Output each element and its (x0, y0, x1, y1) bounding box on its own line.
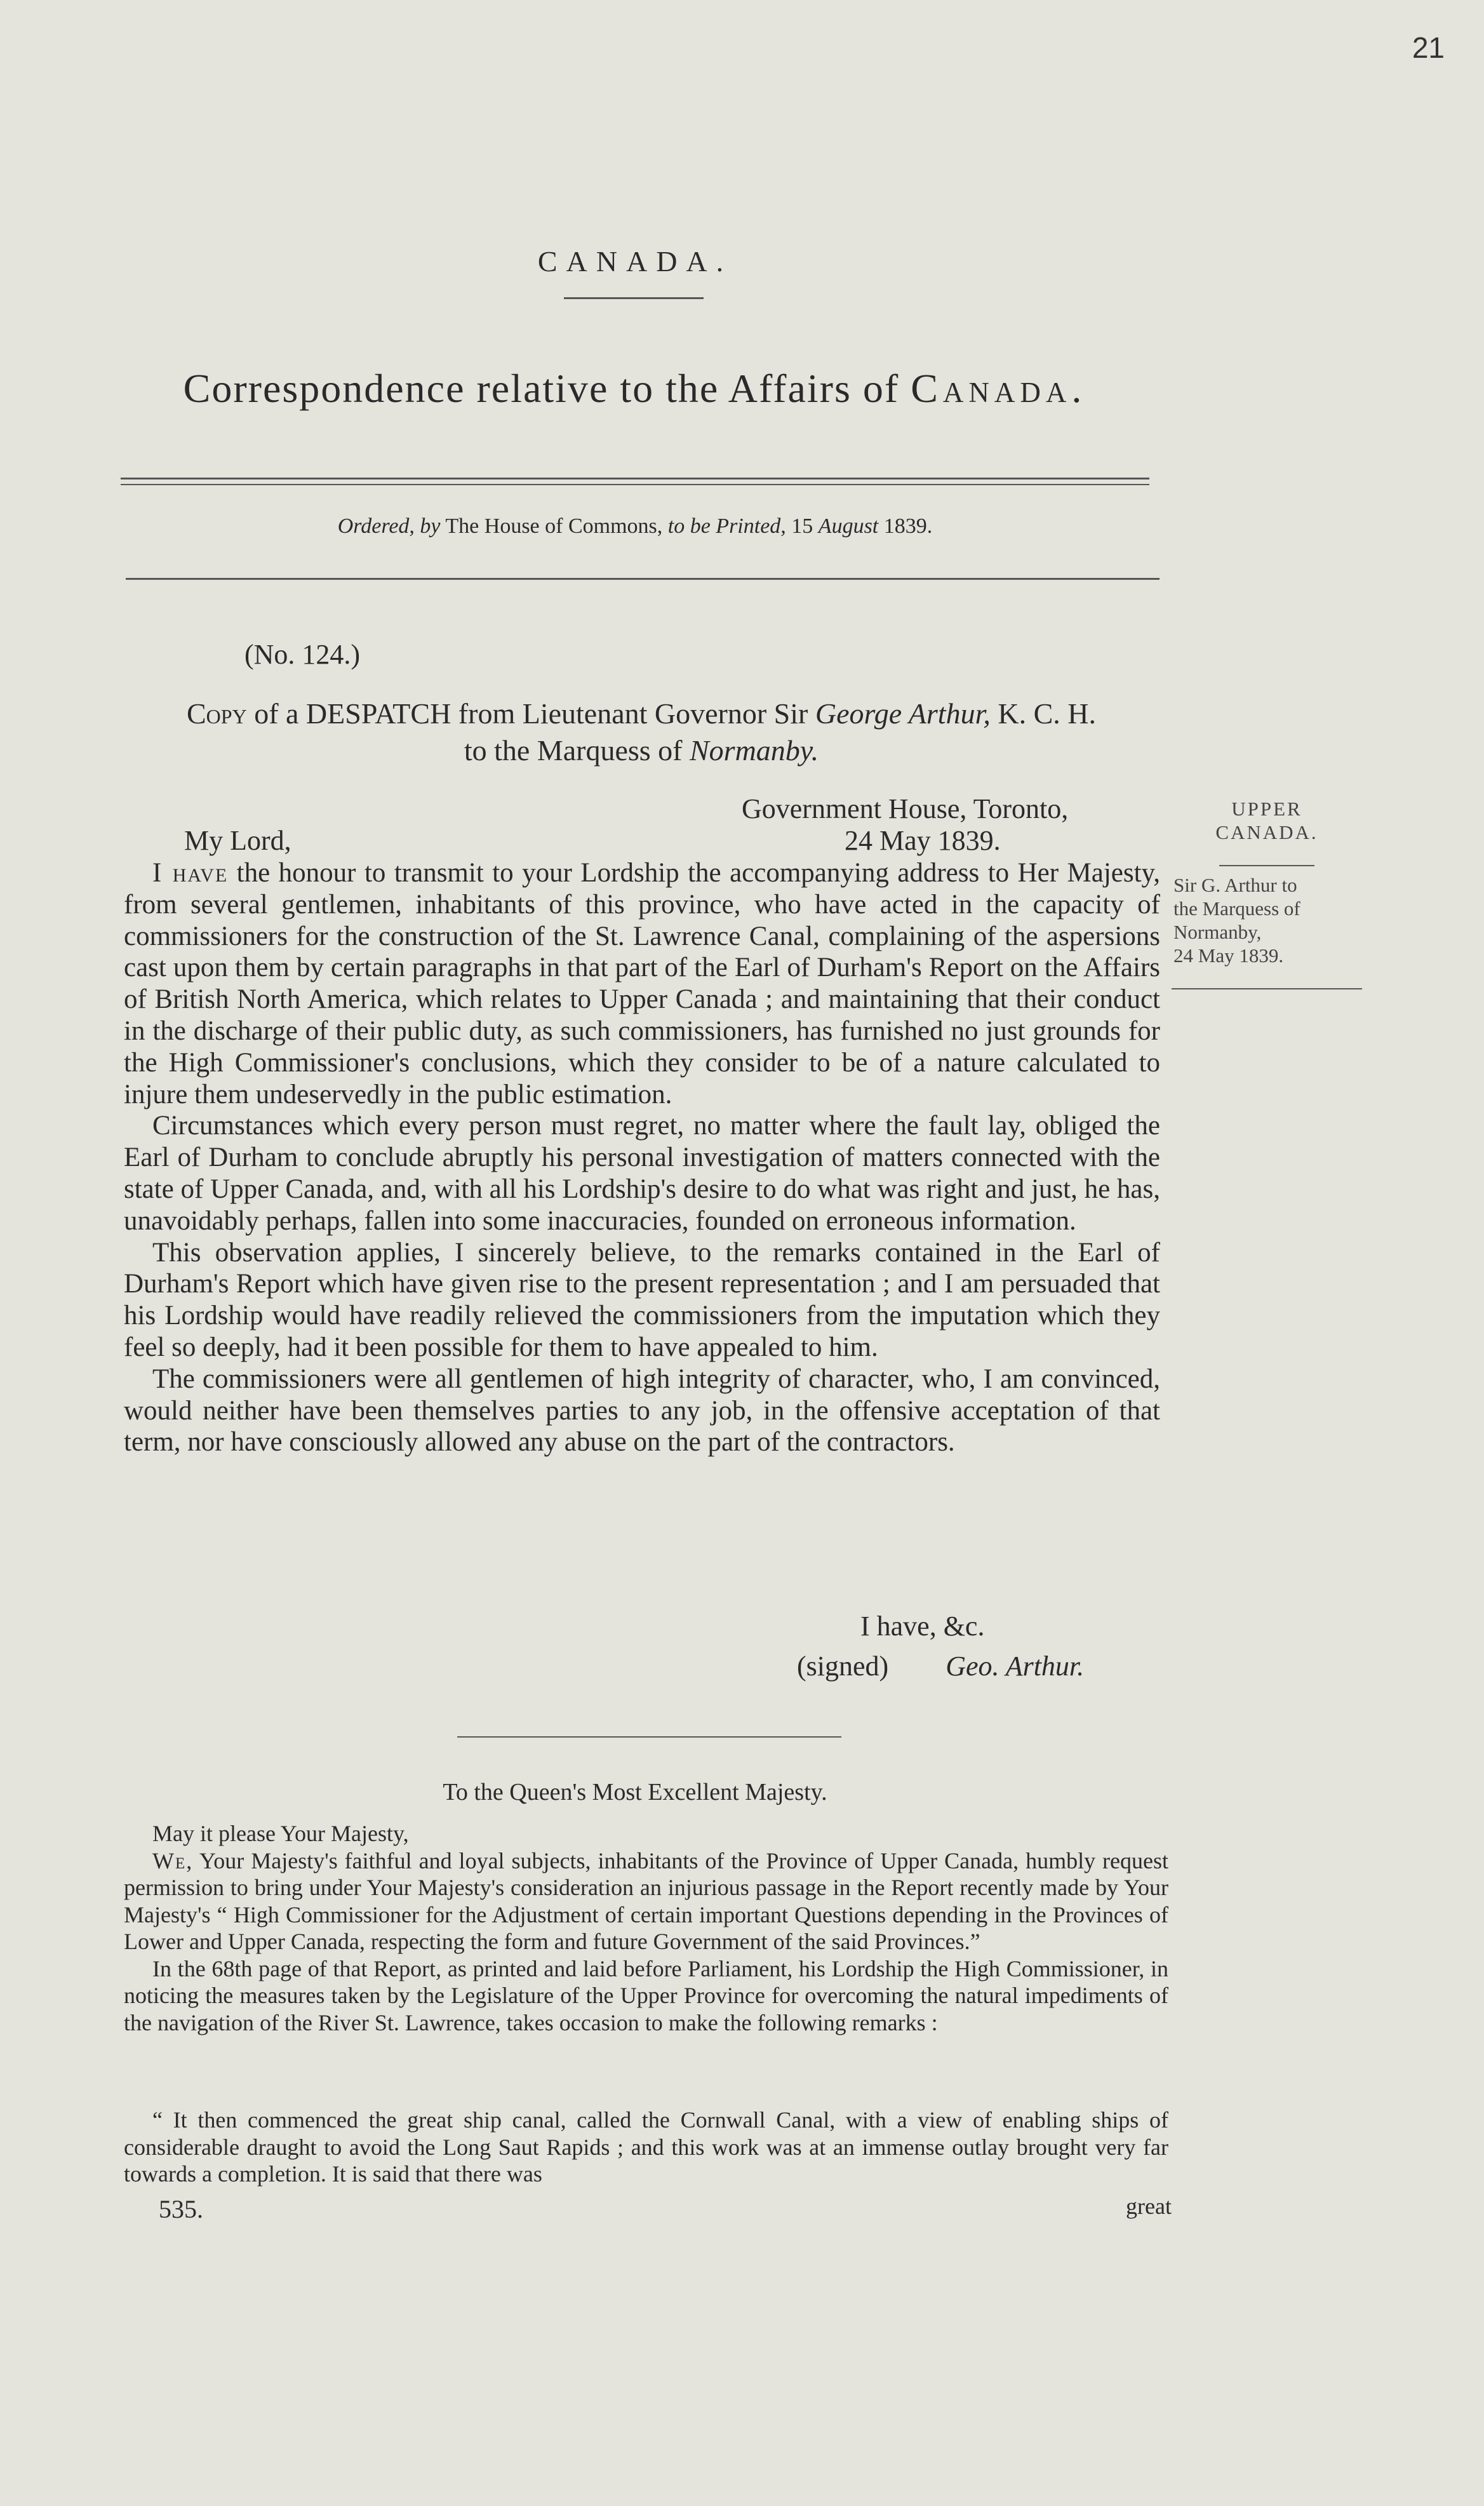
ordered-part5: August (818, 514, 879, 538)
title-prefix: Correspondence relative to the Affairs of (183, 366, 911, 411)
address-paragraph-1 (124, 1847, 1168, 1955)
margin-rule-top (1219, 865, 1314, 866)
letter-paragraph-4: The commissioners were all gentlemen of high integrity of character, who, I am convinced, would neither have been themselves parties to any job, in the offensive acceptation of that term, nor have consciously allowed any abuse on the part of the contractors. (124, 1364, 1160, 1457)
ordered-rule (126, 578, 1160, 580)
letter-lead-words: I have (152, 858, 229, 888)
sender-name: George Arthur, (815, 697, 991, 730)
margin-region-line-2: CANADA. (1215, 821, 1318, 843)
letter-salutation: My Lord, (184, 825, 291, 856)
signature: Geo. Arthur. (946, 1651, 1085, 1682)
margin-rule-bottom (1172, 988, 1362, 989)
margin-ref-line-2: the Marquess of (1173, 897, 1300, 920)
footer-catchword: great (1126, 2194, 1172, 2219)
ordered-part6: 1839. (883, 514, 933, 538)
ordered-part4: 15 (791, 514, 813, 538)
title-rule-top (121, 478, 1149, 479)
address-lead-word: We, (152, 1847, 194, 1873)
margin-ref-line-3: Normanby, (1173, 921, 1262, 943)
ordered-line (0, 514, 1270, 539)
letter-date: 24 May 1839. (845, 825, 1001, 856)
margin-region-line-1: UPPER (1231, 798, 1302, 820)
title-country: Canada. (911, 366, 1087, 411)
letter-location: Government House, Toronto, (742, 793, 1069, 824)
address-body (124, 1820, 1168, 2036)
section-heading: CANADA. (537, 245, 733, 278)
ordered-part3: to be Printed, (667, 514, 786, 538)
despatch-title-text-1: of a DESPATCH from Lieutenant Governor Sir (246, 697, 815, 730)
despatch-title-text-2: to the Marquess of (464, 734, 690, 767)
despatch-title-line-1 (95, 695, 1187, 732)
signed-label: (signed) (797, 1651, 889, 1682)
page-title (0, 365, 1270, 412)
address-title: To the Queen's Most Excellent Majesty. (443, 1779, 827, 1806)
despatch-title-line-2 (95, 732, 1187, 769)
copy-word: Copy (186, 697, 247, 730)
title-rule-bottom (121, 484, 1149, 485)
heading-underline (564, 297, 704, 299)
letter-paragraph-3: This observation applies, I sincerely believe, to the remarks contained in the Earl of Durham's Report which have given rise to the present representation ; and I am persuaded that his Lordship would have readily relieved the commissioners from the imputation which they feel so deeply, had it been possible for them to have appealed to him. (124, 1237, 1160, 1362)
letter-paragraph-2: Circumstances which every person must regret, no matter where the fault lay, obliged the Earl of Durham to conclude abruptly his personal investigation of matters connected with the state of Upper Canada, and, with all his Lordship's desire to do what was right and just, he has, unavoidably perhaps, fallen into some inaccuracies, founded on erroneous information. (124, 1111, 1160, 1236)
letter-body (124, 857, 1160, 1458)
ordered-part2: The House of Commons, (445, 514, 663, 538)
quoted-passage (124, 2107, 1168, 2188)
quoted-passage-text: “ It then commenced the great ship canal, called the Cornwall Canal, with a view of enabling ships of considerable draught to avoid the Long Saut Rapids ; and this work was at an immense outlay brought very far towards a completion. It is said that there was (124, 2107, 1168, 2187)
margin-reference (1173, 873, 1364, 967)
address-paragraph-2: In the 68th page of that Report, as printed and laid before Parliament, his Lordship the High Commissioner, in noticing the measures taken by the Legislature of the Upper Province for overcoming the natural impediments of the navigation of the River St. Lawrence, takes occasion to make the following remarks : (124, 1955, 1168, 2035)
letter-paragraph-1 (124, 857, 1160, 1110)
page-number: 21 (1412, 31, 1445, 64)
margin-ref-line-4: 24 May 1839. (1173, 944, 1284, 967)
footer-signature-mark: 535. (159, 2195, 203, 2223)
despatch-title (95, 695, 1187, 769)
sender-honours: K. C. H. (990, 697, 1096, 730)
margin-region-label (1172, 797, 1362, 844)
letter-paragraph-1-text: the honour to transmit to your Lordship the accompanying address to Her Majesty, from several gentlemen, inhabitants of this province, who have acted in the capacity of commissioners for the construction of the St. Lawrence Canal, complaining of the aspersions cast upon them by certain paragraphs in that part of the Earl of Durham's Report on the Affairs of British North America, which relates to Upper Canada ; and maintaining that their conduct in the discharge of their public duty, as such commissioners, has furnished no just grounds for the High Commissioner's conclusions, which they consider to be of a nature calculated to injure them undeservedly in the public estimation. (124, 858, 1160, 1109)
ordered-part1: Ordered, by (337, 514, 441, 538)
margin-ref-line-1: Sir G. Arthur to (1173, 874, 1297, 896)
address-paragraph-1-text: Your Majesty's faithful and loyal subjects, inhabitants of the Province of Upper Canada, humbly request permission to bring under Your Majesty's consideration an injurious passage in the Report recently made by Your Majesty's “ High Commissioner for the Adjustment of certain important Questions depending in the Provinces of Lower and Upper Canada, respecting the form and future Government of the said Provinces.” (124, 1847, 1168, 1954)
address-opening: May it please Your Majesty, (152, 1821, 409, 1846)
recipient-name: Normanby. (689, 734, 819, 767)
section-divider (457, 1736, 841, 1738)
letter-closing: I have, &c. (860, 1611, 985, 1642)
document-number: (No. 124.) (244, 639, 361, 670)
signature-line (797, 1650, 1084, 1682)
